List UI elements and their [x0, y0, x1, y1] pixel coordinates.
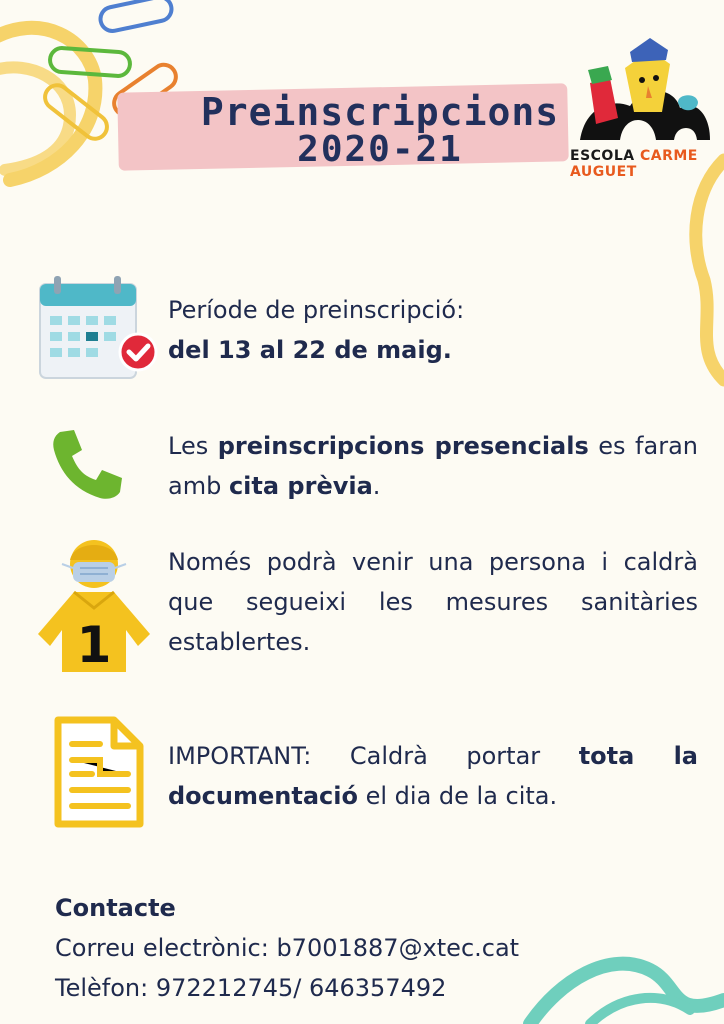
school-logo-text: [570, 148, 720, 180]
teal-scribble-bottom-right: [520, 940, 724, 1024]
important-info: [168, 736, 698, 816]
period-info: [168, 290, 698, 370]
svg-text:1: 1: [76, 616, 112, 674]
page-title: [150, 90, 610, 170]
calendar-icon: [38, 276, 160, 380]
masked-person-icon: [30, 538, 158, 674]
contact-heading: Contacte: [55, 894, 176, 922]
contact-phone: Telèfon: 972212745/ 646357492: [55, 974, 447, 1002]
appointment-text-2: es faran amb: [168, 432, 698, 500]
logo-word-escola: ESCOLA: [570, 148, 635, 164]
contact-section: [55, 888, 519, 1008]
contact-email: Correu electrònic: b7001887@xtec.cat: [55, 934, 520, 962]
period-dates: del 13 al 22 de maig.: [168, 336, 452, 364]
important-text-2: el dia de la cita.: [357, 782, 558, 810]
document-icon: [52, 716, 144, 830]
important-bold: tota la documentació: [168, 742, 699, 810]
appointment-info: [168, 426, 698, 506]
phone-icon: [52, 428, 124, 500]
appointment-bold-2: cita prèvia: [228, 472, 373, 500]
appointment-text-3: .: [372, 472, 381, 500]
title-line-2: 2020-21: [297, 129, 463, 170]
person-info: Només podrà venir una persona i caldrà que segueixi les mesures sanitàries establertes.: [168, 548, 698, 656]
title-line-1: Preinscripcions: [200, 90, 560, 134]
logo-word-name: CARME AUGUET: [570, 148, 698, 180]
important-text-1: IMPORTANT: Caldrà portar: [168, 742, 579, 770]
appointment-text-1: Les: [168, 432, 218, 460]
period-label: Període de preinscripció:: [168, 296, 465, 324]
appointment-bold-1: preinscripcions presencials: [217, 432, 589, 460]
